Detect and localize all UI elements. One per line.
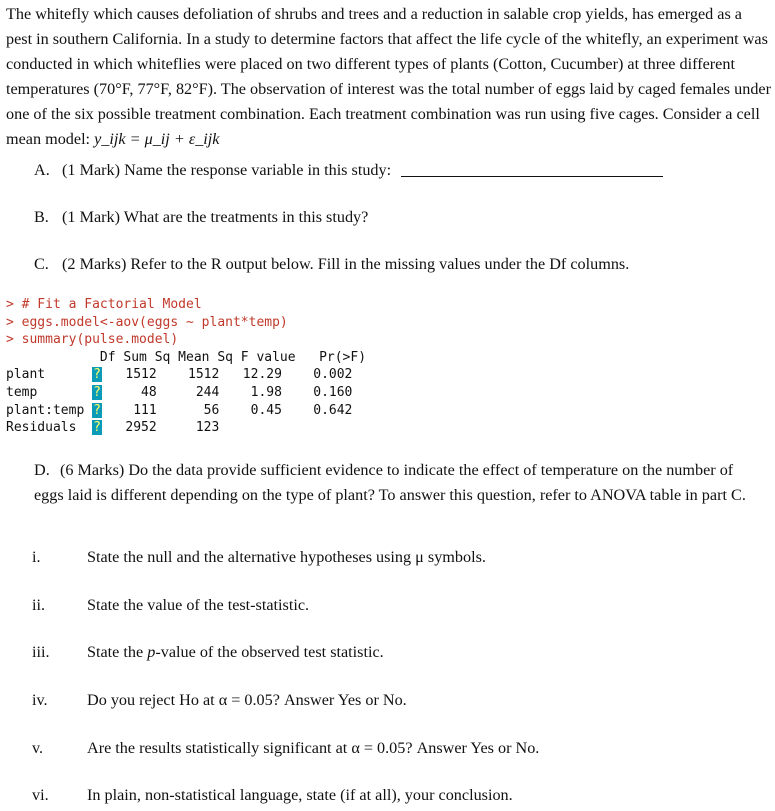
missing-df[interactable]: ?	[93, 402, 101, 418]
r-command: > eggs.model<-aov(eggs ~ plant*temp)	[6, 314, 288, 330]
anova-row-interaction: plant:temp ? 111 56 0.45 0.642	[6, 402, 353, 418]
anova-row-temp: temp ? 48 244 1.98 0.160	[6, 384, 353, 400]
subquestion-iv	[32, 689, 407, 711]
anova-row-residuals: Residuals ? 2952 123	[6, 420, 220, 436]
intro-text: The whitefly which causes defoliation of shrubs and trees and a reduction in salable crop yields, has emerged as a pest in southern California. In a study to determine factors that affect the life cycle of the whitefly, an experiment was conducted in which whiteflies were placed on two different types of plants (Cotton, Cucumber) at three different temperatures (70°F, 77°F, 82°F). The observation of interest was the total number of eggs laid by caged females under one of the six possible treatment combination. Each treatment combination was run using five cages. Consider a cell mean model:	[6, 5, 771, 148]
subquestion-v	[32, 737, 539, 759]
question-text: (1 Mark) Name the response variable in this study:	[62, 161, 392, 179]
subquestion-text-italic: p	[147, 643, 156, 661]
subquestion-text: State the value of the test-statistic.	[87, 596, 310, 614]
subquestion-number: ii.	[32, 596, 46, 614]
question-a	[34, 158, 663, 183]
subquestion-vi	[32, 784, 513, 806]
r-output-block	[6, 296, 366, 437]
question-d	[34, 458, 764, 508]
subquestion-text: State the null and the alternative hypotheses using μ symbols.	[87, 548, 486, 566]
question-label: B.	[34, 208, 49, 226]
answer-blank[interactable]	[401, 160, 663, 177]
question-c	[34, 252, 629, 277]
missing-df[interactable]: ?	[93, 384, 101, 400]
subquestion-text-pre: State the	[87, 643, 148, 661]
subquestion-text: Do you reject Ho at α = 0.05? Answer Yes or No.	[87, 691, 407, 709]
missing-df[interactable]: ?	[93, 367, 101, 383]
question-label: D.	[34, 461, 50, 479]
anova-header: Df Sum Sq Mean Sq F value Pr(>F)	[6, 349, 367, 365]
r-command: > summary(pulse.model)	[6, 332, 179, 348]
subquestion-number: i.	[32, 548, 41, 566]
subquestion-iii	[32, 641, 384, 663]
subquestion-text: Are the results statistically significant at α = 0.05? Answer Yes or No.	[87, 739, 540, 757]
question-label: A.	[34, 161, 50, 179]
subquestion-i	[32, 546, 486, 568]
cell-mean-model: y_ijk = μ_ij + ε_ijk	[94, 130, 220, 148]
subquestion-number: vi.	[32, 786, 49, 804]
subquestion-number: iv.	[32, 691, 48, 709]
question-text: (2 Marks) Refer to the R output below. Fill in the missing values under the Df columns.	[62, 255, 630, 273]
anova-row-plant: plant ? 1512 1512 12.29 0.002	[6, 367, 353, 383]
subquestion-ii	[32, 594, 309, 616]
subquestion-text-post: -value of the observed test statistic.	[155, 643, 384, 661]
question-b	[34, 205, 368, 230]
question-label: C.	[34, 255, 49, 273]
problem-intro	[6, 2, 771, 152]
subquestion-text: In plain, non-statistical language, state (if at all), your conclusion.	[87, 786, 513, 804]
question-text: (1 Mark) What are the treatments in this study?	[62, 208, 369, 226]
missing-df[interactable]: ?	[93, 420, 101, 436]
question-text: (6 Marks) Do the data provide sufficient evidence to indicate the effect of temperature on the number of eggs laid is different depending on the type of plant? To answer this question, refer to ANOVA table in part C.	[34, 461, 746, 504]
r-command: > # Fit a Factorial Model	[6, 297, 202, 312]
subquestion-number: iii.	[32, 643, 50, 661]
subquestion-number: v.	[32, 739, 44, 757]
